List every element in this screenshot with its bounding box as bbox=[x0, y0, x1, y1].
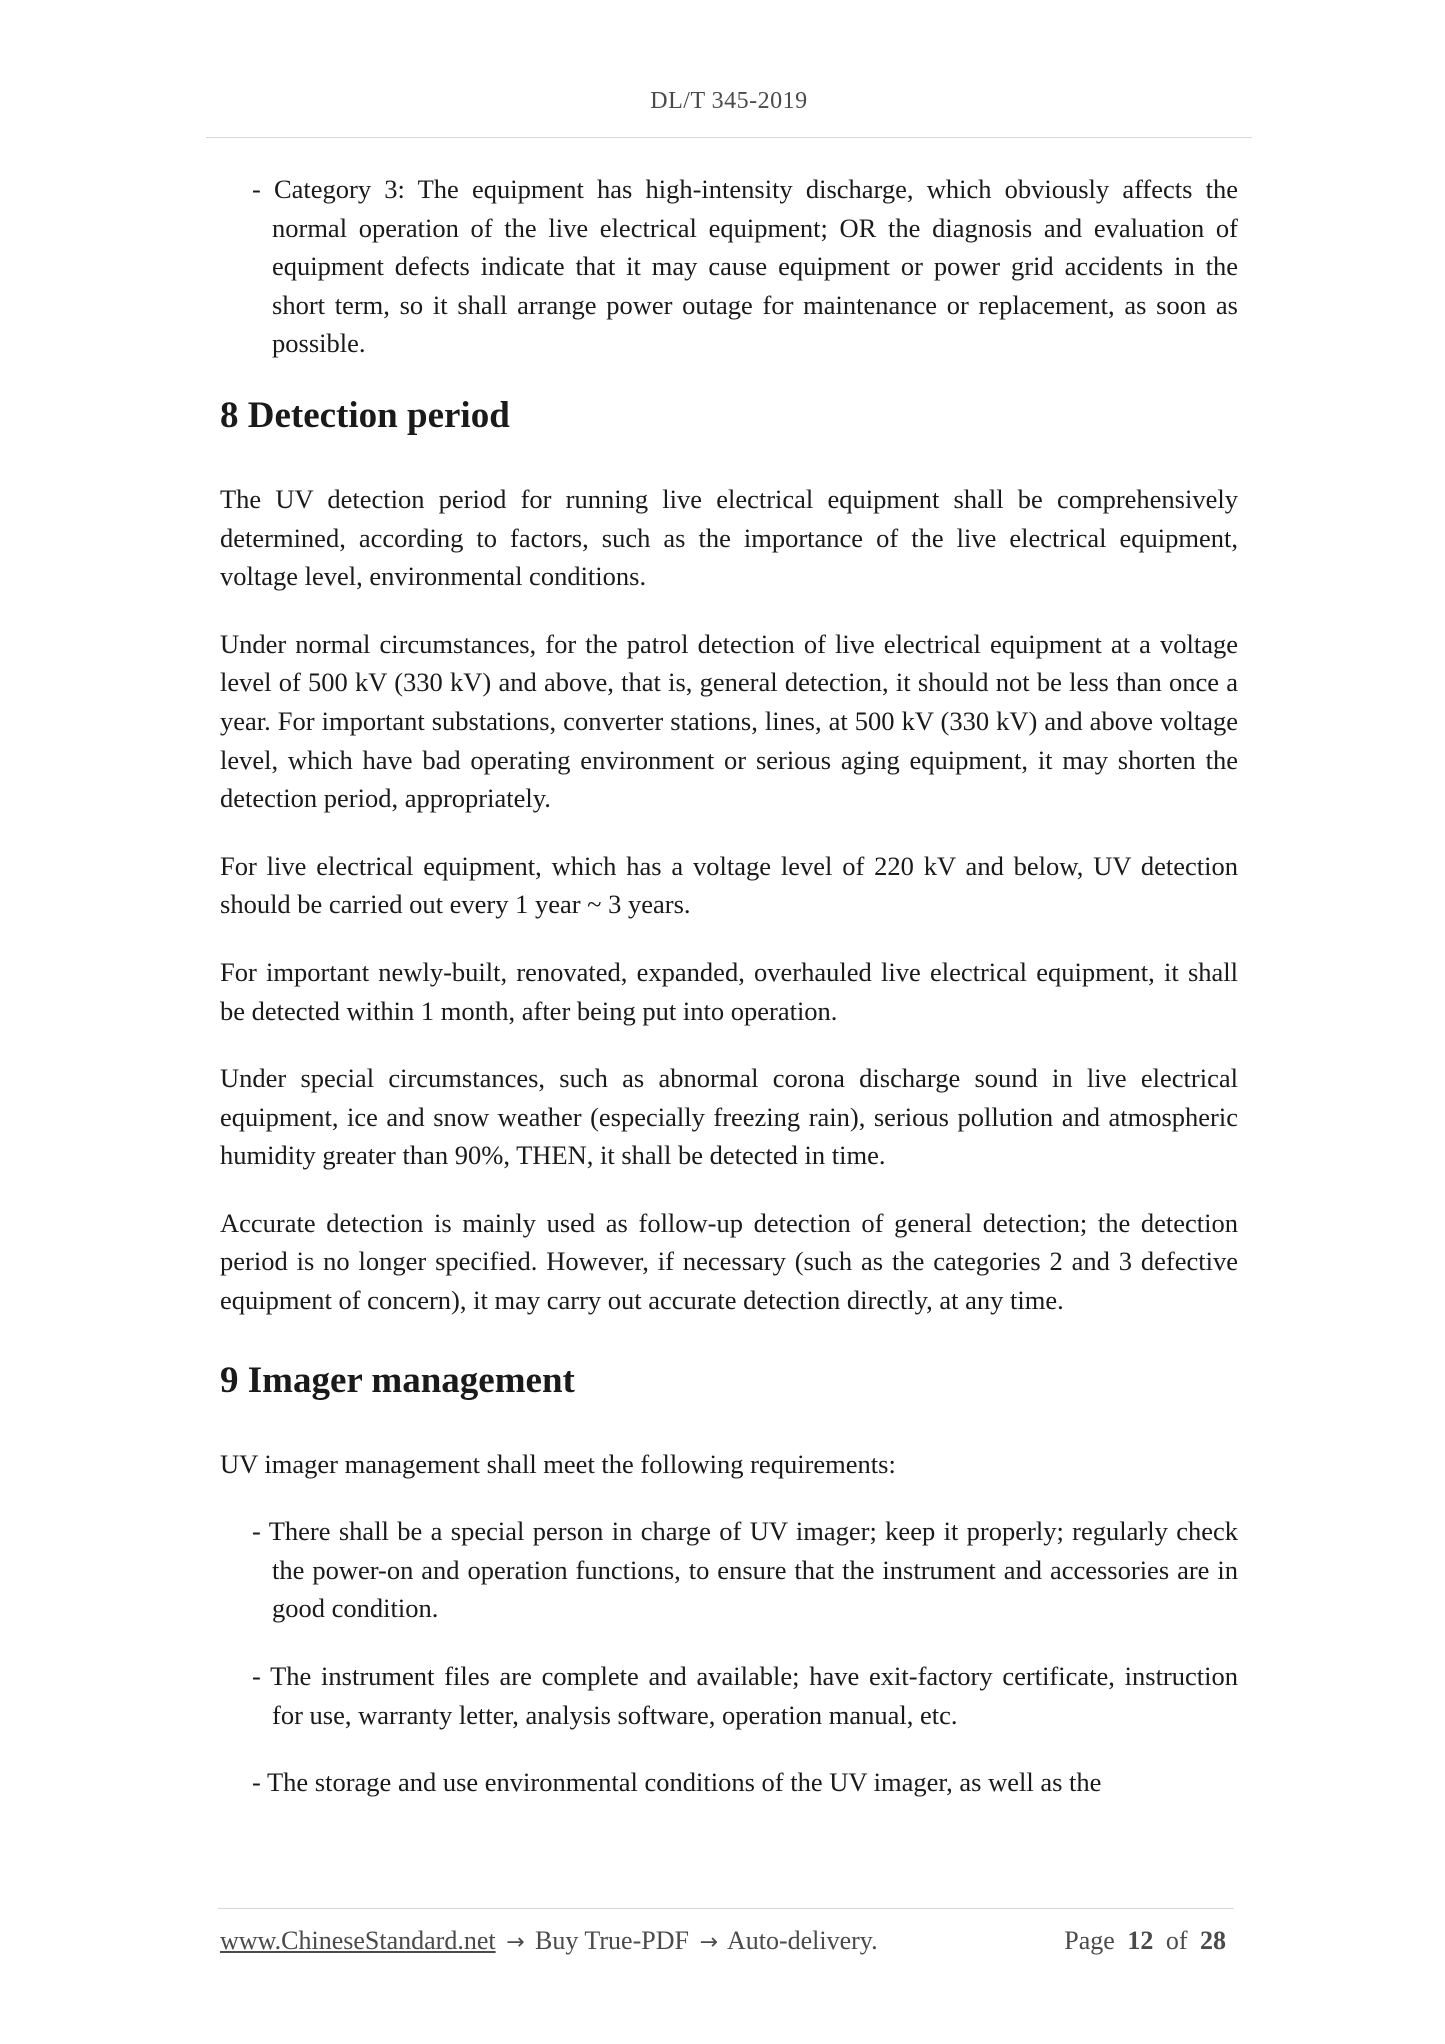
category-3-item: - Category 3: The equipment has high-intensity discharge, which obviously affects the normal operation of the live electrical equipment; OR the diagnosis and evaluation of equipment defects indicate that it may cause equipment or power grid accidents in the short term, so it shall arrange power outage for maintenance or replacement, as soon as possible. bbox=[252, 174, 1238, 359]
section-8-paragraph: Under normal circumstances, for the patrol detection of live electrical equipment at a voltage level of 500 kV (330 kV) and above, that is, general detection, it should not be less than once a year. For important substations, converter stations, lines, at 500 kV (330 kV) and above voltage level, which have bad operating environment or serious aging equipment, it may shorten the detection period, appropriately. bbox=[220, 628, 1238, 814]
arrow-right-icon: → bbox=[699, 1930, 718, 1955]
current-page: 12 bbox=[1127, 1926, 1154, 1955]
section-9-list-item: - The instrument files are complete and available; have exit-factory certificate, instruction for use, warranty letter, analysis software, operation manual, etc. bbox=[252, 1661, 1238, 1730]
of-label: of bbox=[1165, 1926, 1188, 1955]
page-footer bbox=[220, 1926, 1232, 1956]
page-content bbox=[220, 170, 1238, 1831]
footer-promo bbox=[220, 1926, 878, 1956]
page-label: Page bbox=[1064, 1926, 1115, 1955]
buy-true-pdf-text: Buy True-PDF bbox=[535, 1926, 689, 1955]
section-9-list-item: - The storage and use environmental conditions of the UV imager, as well as the bbox=[252, 1767, 1102, 1798]
section-9-list-item: - There shall be a special person in charge of UV imager; keep it properly; regularly check the power-on and operation functions, to ensure that the instrument and accessories are in good condition. bbox=[252, 1516, 1238, 1624]
section-8-paragraph: The UV detection period for running live electrical equipment shall be comprehensively determined, according to factors, such as the importance of the live electrical equipment, voltage level, environmental conditions. bbox=[220, 483, 1238, 592]
total-pages: 28 bbox=[1200, 1926, 1226, 1955]
section-9-intro: UV imager management shall meet the following requirements: bbox=[220, 1448, 896, 1479]
section-8-paragraph: Accurate detection is mainly used as follow-up detection of general detection; the detection period is no longer specified. However, if necessary (such as the categories 2 and 3 defective equipment of concern), it may carry out accurate detection directly, at any time. bbox=[220, 1207, 1238, 1316]
footer-divider bbox=[218, 1908, 1234, 1909]
auto-delivery-text: Auto-delivery. bbox=[726, 1926, 878, 1955]
section-8-heading: 8 Detection period bbox=[220, 394, 510, 436]
section-8-paragraph: For important newly-built, renovated, expanded, overhauled live electrical equipment, it shall be detected within 1 month, after being put into operation. bbox=[220, 956, 1238, 1026]
page-number bbox=[1064, 1926, 1232, 1956]
document-id-header: DL/T 345-2019 bbox=[650, 88, 808, 114]
site-link[interactable]: www.ChineseStandard.net bbox=[220, 1926, 496, 1955]
section-8-paragraph: Under special circumstances, such as abnormal corona discharge sound in live electrical equipment, ice and snow weather (especially freezing rain), serious pollution and atmospheric humidity greater than 90%, THEN, it shall be detected in time. bbox=[220, 1063, 1238, 1171]
section-9-heading: 9 Imager management bbox=[220, 1359, 575, 1401]
header-divider bbox=[206, 137, 1252, 138]
section-8-paragraph: For live electrical equipment, which has a voltage level of 220 kV and below, UV detection should be carried out every 1 year ~ 3 years. bbox=[220, 850, 1238, 920]
arrow-right-icon: → bbox=[506, 1930, 525, 1955]
